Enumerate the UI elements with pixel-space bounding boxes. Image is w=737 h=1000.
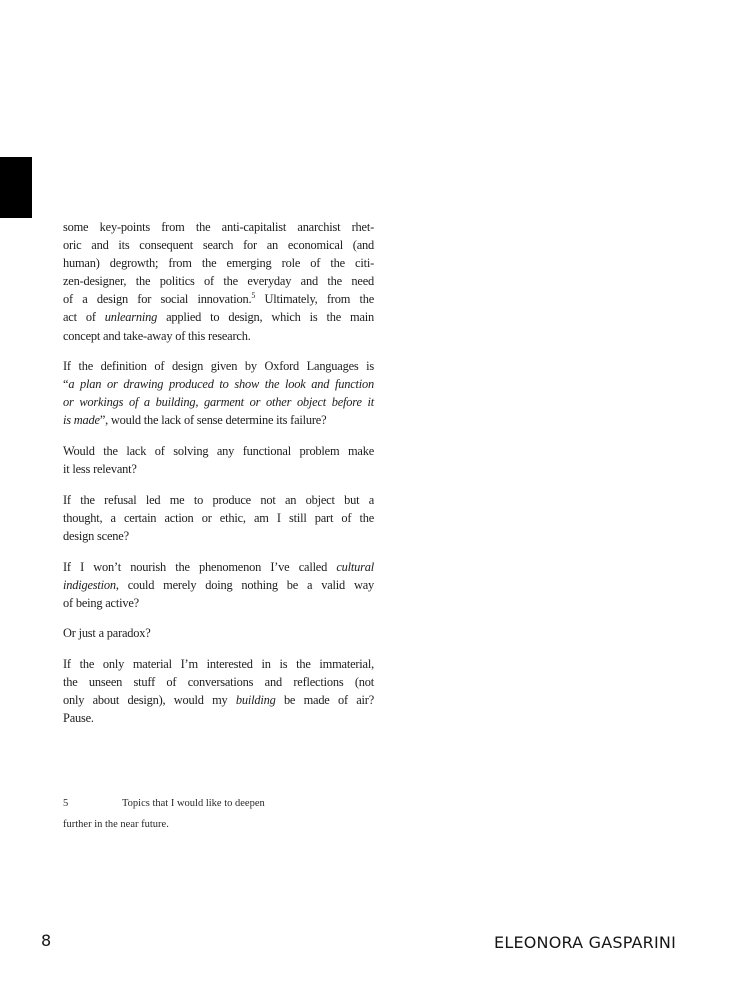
text-segment: thought, a certain action or ethic, am I still part of the	[63, 510, 374, 525]
text-segment: Ultimately, from the	[255, 292, 374, 307]
paragraph	[63, 442, 374, 478]
text-line	[63, 509, 374, 527]
text-line	[63, 576, 374, 594]
text-segment: of being active?	[63, 595, 139, 610]
text-segment: If the definition of design given by Oxford Languages is	[63, 359, 374, 374]
footnote-line	[63, 793, 363, 814]
text-segment: the unseen stuff of conversations and reflections (not	[63, 674, 374, 689]
text-segment: Would the lack of solving any functional problem make	[63, 444, 374, 459]
text-segment: If the only material I’m interested in is the immaterial,	[63, 656, 374, 671]
text-segment: concept and take-away of this research.	[63, 328, 251, 343]
text-line	[63, 558, 374, 576]
italic-text: or workings of a building, garment or other object before it	[63, 395, 374, 410]
text-segment: design scene?	[63, 528, 129, 543]
text-line	[63, 290, 374, 308]
text-segment: act of	[63, 310, 105, 325]
footnote-text: Topics that I would like to deepen	[122, 798, 265, 809]
text-line	[63, 393, 374, 411]
text-line	[63, 624, 374, 642]
text-line	[63, 327, 374, 345]
paragraph	[63, 357, 374, 429]
text-line	[63, 594, 374, 612]
text-line	[63, 491, 374, 509]
text-segment: Pause.	[63, 711, 94, 726]
text-segment: zen-designer, the politics of the everyday and the need	[63, 274, 374, 289]
text-line	[63, 673, 374, 691]
italic-text: indigestion	[63, 577, 116, 592]
text-segment: , could merely doing nothing be a valid way	[115, 577, 374, 592]
text-line	[63, 218, 374, 236]
text-segment: only about design), would my	[63, 693, 236, 708]
italic-text: building	[235, 693, 276, 708]
italic-text: unlearning	[104, 310, 158, 325]
italic-text: is made	[63, 413, 100, 428]
paragraph	[63, 624, 374, 642]
text-line	[63, 272, 374, 290]
text-segment: If I won’t nourish the phenomenon I’ve called	[63, 559, 337, 574]
text-line	[63, 527, 374, 545]
footnote-number: 5	[63, 798, 69, 809]
text-line	[63, 460, 374, 478]
text-line	[63, 691, 374, 709]
text-line	[63, 236, 374, 254]
text-segment: be made of air?	[275, 693, 374, 708]
footnote-line: further in the near future.	[63, 819, 169, 830]
text-line	[63, 254, 374, 272]
body-text	[63, 218, 374, 727]
italic-text: cultural	[336, 559, 374, 574]
text-segment: human) degrowth; from the emerging role of the citi-	[63, 256, 374, 271]
text-segment: oric and its consequent search for an economical (and	[63, 238, 374, 253]
text-segment: If the refusal led me to produce not an object but a	[63, 492, 374, 507]
paragraph	[63, 558, 374, 612]
chapter-thumb-marker	[0, 157, 32, 218]
author-name: ELEONORA GASPARINI	[494, 933, 676, 952]
footnote-ref: 5	[251, 291, 256, 301]
text-segment: of a design for social innovation.	[63, 292, 252, 307]
footnote	[63, 793, 363, 835]
page-number: 8	[41, 931, 52, 950]
text-line	[63, 375, 374, 393]
text-segment: it less relevant?	[63, 462, 137, 477]
italic-text: a plan or drawing produced to show the look and function	[68, 377, 374, 392]
text-segment: some key-points from the anti-capitalist anarchist rhet-	[63, 220, 374, 234]
text-line	[63, 357, 374, 375]
text-segment: “	[63, 377, 69, 392]
paragraph	[63, 655, 374, 727]
text-segment: Or just a paradox?	[63, 626, 151, 641]
paragraph	[63, 491, 374, 545]
text-segment: ”, would the lack of sense determine its failure?	[99, 413, 327, 428]
text-line	[63, 308, 374, 326]
text-line	[63, 442, 374, 460]
text-line	[63, 709, 374, 727]
text-line	[63, 655, 374, 673]
text-segment: applied to design, which is the main	[157, 310, 374, 325]
text-line	[63, 411, 374, 429]
paragraph	[63, 218, 374, 345]
